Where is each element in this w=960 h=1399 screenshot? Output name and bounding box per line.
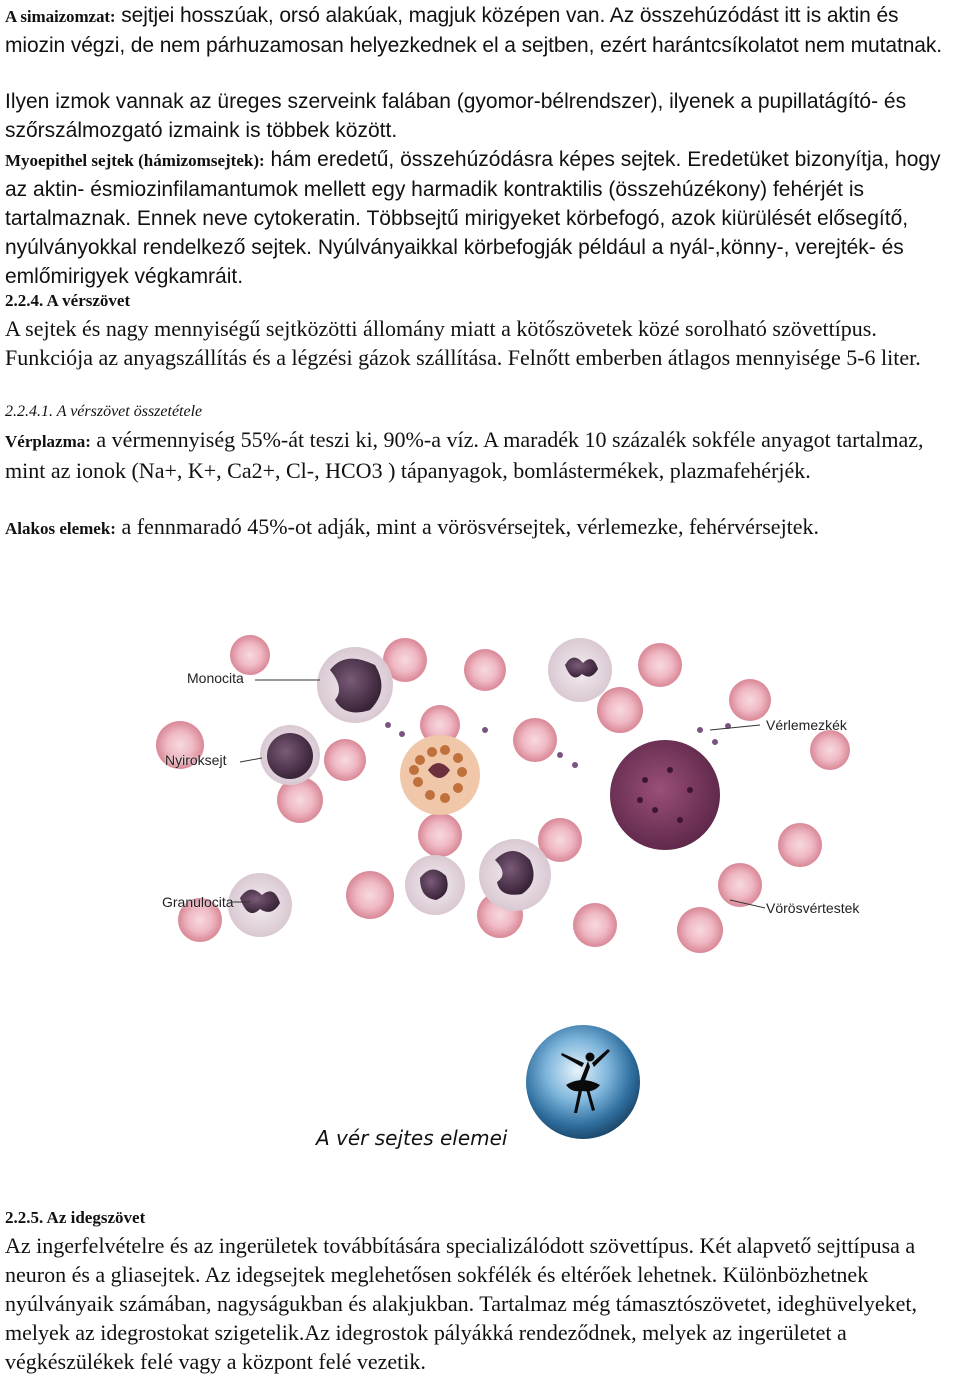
- paragraph-formed-elements: [5, 512, 957, 543]
- paragraph-nerve: Az ingerfelvételre és az ingerületek továbbítására specializálódott szövettípus. Két alapvető sejttípusa a neuron és a gliasejtek. Az idegsejtek meglehetősen sokfélék és eltérőek lehetnek. Különbözhetnek nyúlványaik számában, nagyságukban és alakjukban. Tartalmaz még támasztószövetet, ideghüvelyeket, melyek az idegrostokat szigetelik.Az idegrostok pályákká rendeződnek, melyek az ingerületet a végkészülékek felé vagy a központ felé vezetik.: [5, 1233, 917, 1374]
- paragraph-text: a fennmaradó 45%-ot adják, mint a vörösvérsejtek, vérlemezke, fehérvérsejtek.: [115, 514, 820, 539]
- paragraph-text: a vérmennyiség 55%-át teszi ki, 90%-a víz. A maradék 10 százalék sokféle anyagot tartalmaz, mint az ionok (Na+, K+, Ca2+, Cl-, HCO3 ) tápanyagok, bomlástermékek, plazmafehérjék.: [5, 427, 924, 483]
- subsection-heading-blood-composition: 2.2.4.1. A vérszövet összetétele: [5, 403, 203, 420]
- blood-cells-illustration: [140, 630, 860, 960]
- label-nyiroksejt: Nyiroksejt: [165, 752, 227, 768]
- paragraph-text: sejtjei hosszúak, orsó alakúak, magjuk középen van. Az összehúzódást itt is aktin és miozin végzi, de nem párhuzamosan helyezkednek el a sejtben, ezért harántcsíkolatot nem mutatnak.: [5, 4, 942, 57]
- paragraph-smooth-muscle-locations: [5, 87, 957, 145]
- term-plasma: Vérplazma:: [5, 432, 91, 451]
- lymphocyte-cell: [260, 725, 320, 785]
- label-verlemezkek: Vérlemezkék: [766, 717, 847, 733]
- label-granulocita: Granulocita: [162, 894, 234, 910]
- monocyte-cell: [317, 647, 393, 723]
- ballerina-logo: [524, 1023, 642, 1141]
- term-smooth-muscle: A simaizomzat:: [5, 7, 116, 26]
- section-heading-nerve: 2.2.5. Az idegszövet: [5, 1208, 146, 1227]
- paragraph-text: Ilyen izmok vannak az üreges szerveink falában (gyomor-bélrendszer), ilyenek a pupillatágító- és szőrszálmozgató izmaink is többek között.: [5, 90, 907, 142]
- paragraph-text: hám eredetű, összehúzódásra képes sejtek. Eredetüket bizonyítja, hogy az aktin- ésmiozinfilamantumok mellett egy harmadik kontraktilis (összehúzékony) fehérjét is tartalmaznak. Ennek neve cytokeratin. Többsejtű mirigyeket körbefogó, azok kiürülését elősegítő, nyúlványokkal rendelkező sejtek. Nyúlványaikkal körbefogják például a nyál-,könny-, verejték- és emlőmirigyek végkamráit.: [5, 148, 941, 288]
- term-myoepithel: Myoepithel sejtek (hámizomsejtek):: [5, 151, 265, 170]
- section-heading-blood: 2.2.4. A vérszövet: [5, 291, 131, 310]
- blood-cells-drawing: [140, 630, 860, 960]
- term-formed-elements: Alakos elemek:: [5, 519, 116, 538]
- figure-caption: A vér sejtes elemei: [316, 1126, 508, 1150]
- paragraph-smooth-muscle: [5, 1, 957, 60]
- paragraph-blood: A sejtek és nagy mennyiségű sejtközötti állomány miatt a kötőszövetek közé sorolható szövettípus. Funkciója az anyagszállítás és a légzési gázok szállítása. Felnőtt emberben átlagos mennyisége 5-6 liter.: [5, 316, 921, 370]
- label-vorosvertestek: Vörösvértestek: [766, 900, 860, 916]
- paragraph-myoepithel: [5, 145, 957, 291]
- ballerina-icon: [524, 1023, 642, 1141]
- paragraph-plasma: [5, 425, 957, 485]
- label-monocita: Monocita: [187, 670, 244, 686]
